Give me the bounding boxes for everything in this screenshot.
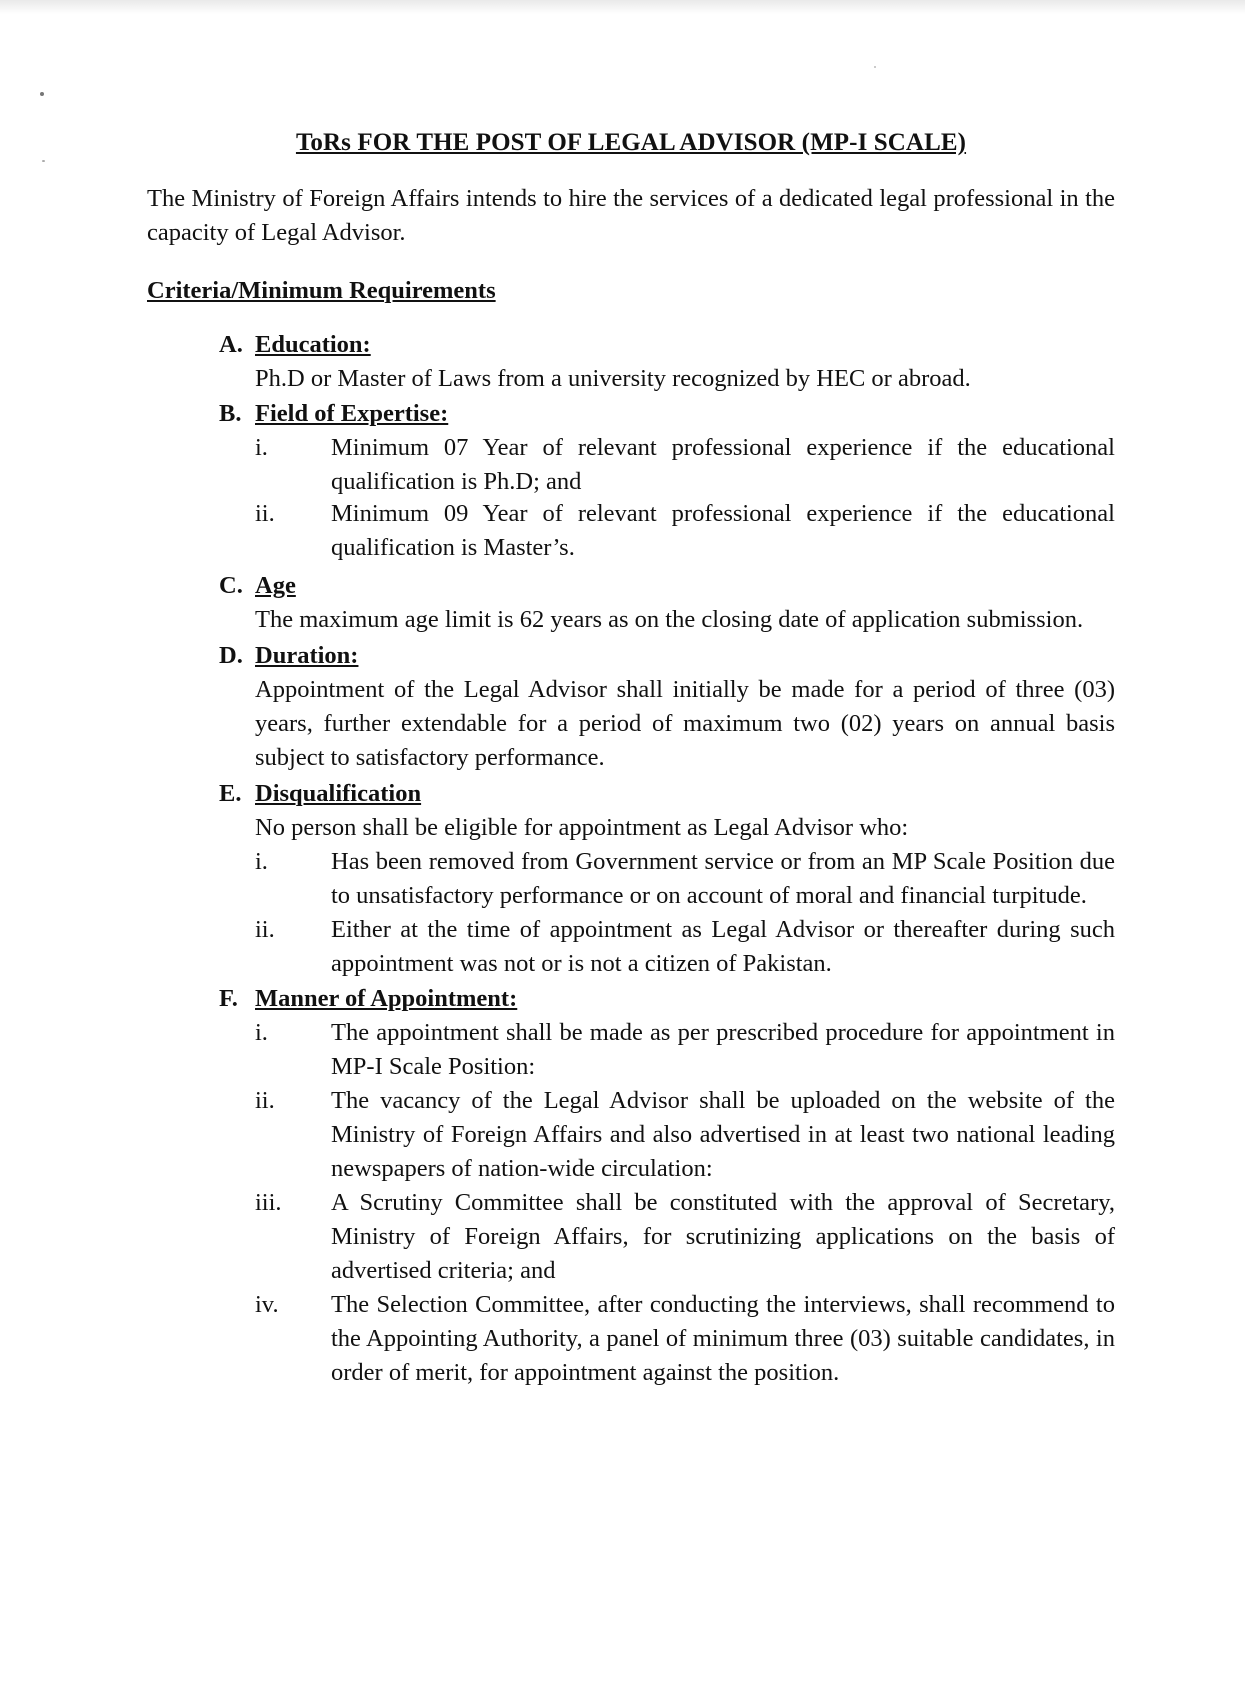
- item-number: ii.: [255, 500, 275, 527]
- section-title: Field of Expertise:: [255, 400, 449, 427]
- scan-edge-shadow: [0, 0, 1245, 14]
- list-item: [219, 913, 1115, 981]
- scan-speck: [42, 160, 45, 162]
- section-title: Duration:: [255, 642, 359, 669]
- list-item: [219, 431, 1115, 499]
- criteria-heading: Criteria/Minimum Requirements: [147, 277, 496, 304]
- item-number: iv.: [255, 1291, 279, 1318]
- list-item: [219, 1084, 1115, 1186]
- section-title: Disqualification: [255, 780, 422, 807]
- section-body: The maximum age limit is 62 years as on the closing date of application submission.: [255, 606, 1084, 633]
- section-body: Ph.D or Master of Laws from a university recognized by HEC or abroad.: [255, 365, 971, 392]
- item-number: i.: [255, 848, 268, 875]
- section-title: Age: [255, 572, 296, 599]
- item-text: Has been removed from Government service or from an MP Scale Position due to unsatisfactory performance or on account of moral and financial turpitude.: [331, 848, 1115, 909]
- section-age: [219, 569, 1115, 637]
- item-text: The appointment shall be made as per prescribed procedure for appointment in MP-I Scale Position:: [331, 1019, 1115, 1080]
- section-title: Education:: [255, 331, 371, 358]
- list-item: [219, 1016, 1115, 1084]
- intro-paragraph: The Ministry of Foreign Affairs intends to hire the services of a dedicated legal professional in the capacity of Legal Advisor.: [147, 185, 1115, 246]
- item-number: ii.: [255, 1087, 275, 1114]
- list-item: [219, 497, 1115, 565]
- section-manner-of-appointment: [219, 982, 1115, 1390]
- section-letter: D.: [219, 642, 243, 669]
- document-title: ToRs FOR THE POST OF LEGAL ADVISOR (MP-I SCALE): [295, 129, 967, 156]
- item-text: Minimum 07 Year of relevant professional experience if the educational qualification is Ph.D; and: [331, 434, 1115, 495]
- item-number: i.: [255, 434, 268, 461]
- item-text: The vacancy of the Legal Advisor shall be uploaded on the website of the Ministry of Foreign Affairs and also advertised in at least two national leading newspapers of nation-wide circulation:: [331, 1087, 1115, 1182]
- item-number: iii.: [255, 1189, 282, 1216]
- list-item: [219, 1288, 1115, 1390]
- section-duration: [219, 639, 1115, 775]
- list-item: [219, 1186, 1115, 1288]
- item-number: i.: [255, 1019, 268, 1046]
- section-body: Appointment of the Legal Advisor shall initially be made for a period of three (03) years, further extendable for a period of maximum two (02) years on annual basis subject to satisfactory performance.: [255, 676, 1115, 771]
- section-education: [219, 328, 1115, 396]
- item-text: The Selection Committee, after conducting the interviews, shall recommend to the Appointing Authority, a panel of minimum three (03) suitable candidates, in order of merit, for appointment against the position.: [331, 1291, 1115, 1386]
- section-field-of-expertise: [219, 397, 1115, 565]
- section-title: Manner of Appointment:: [255, 985, 518, 1012]
- section-letter: A.: [219, 331, 243, 358]
- scan-speck: [40, 92, 44, 96]
- item-number: ii.: [255, 916, 275, 943]
- section-letter: C.: [219, 572, 243, 599]
- item-text: Either at the time of appointment as Legal Advisor or thereafter during such appointment was not or is not a citizen of Pakistan.: [331, 916, 1115, 977]
- list-item: [219, 845, 1115, 913]
- section-letter: E.: [219, 780, 242, 807]
- item-text: A Scrutiny Committee shall be constituted with the approval of Secretary, Ministry of Foreign Affairs, for scrutinizing applications on the basis of advertised criteria; and: [331, 1189, 1115, 1284]
- section-letter: F.: [219, 985, 238, 1012]
- section-body: No person shall be eligible for appointment as Legal Advisor who:: [255, 814, 909, 841]
- item-text: Minimum 09 Year of relevant professional experience if the educational qualification is Master’s.: [331, 500, 1115, 561]
- section-disqualification: [219, 777, 1115, 981]
- section-letter: B.: [219, 400, 242, 427]
- scan-speck: [874, 66, 876, 68]
- document-page: [147, 126, 1115, 1390]
